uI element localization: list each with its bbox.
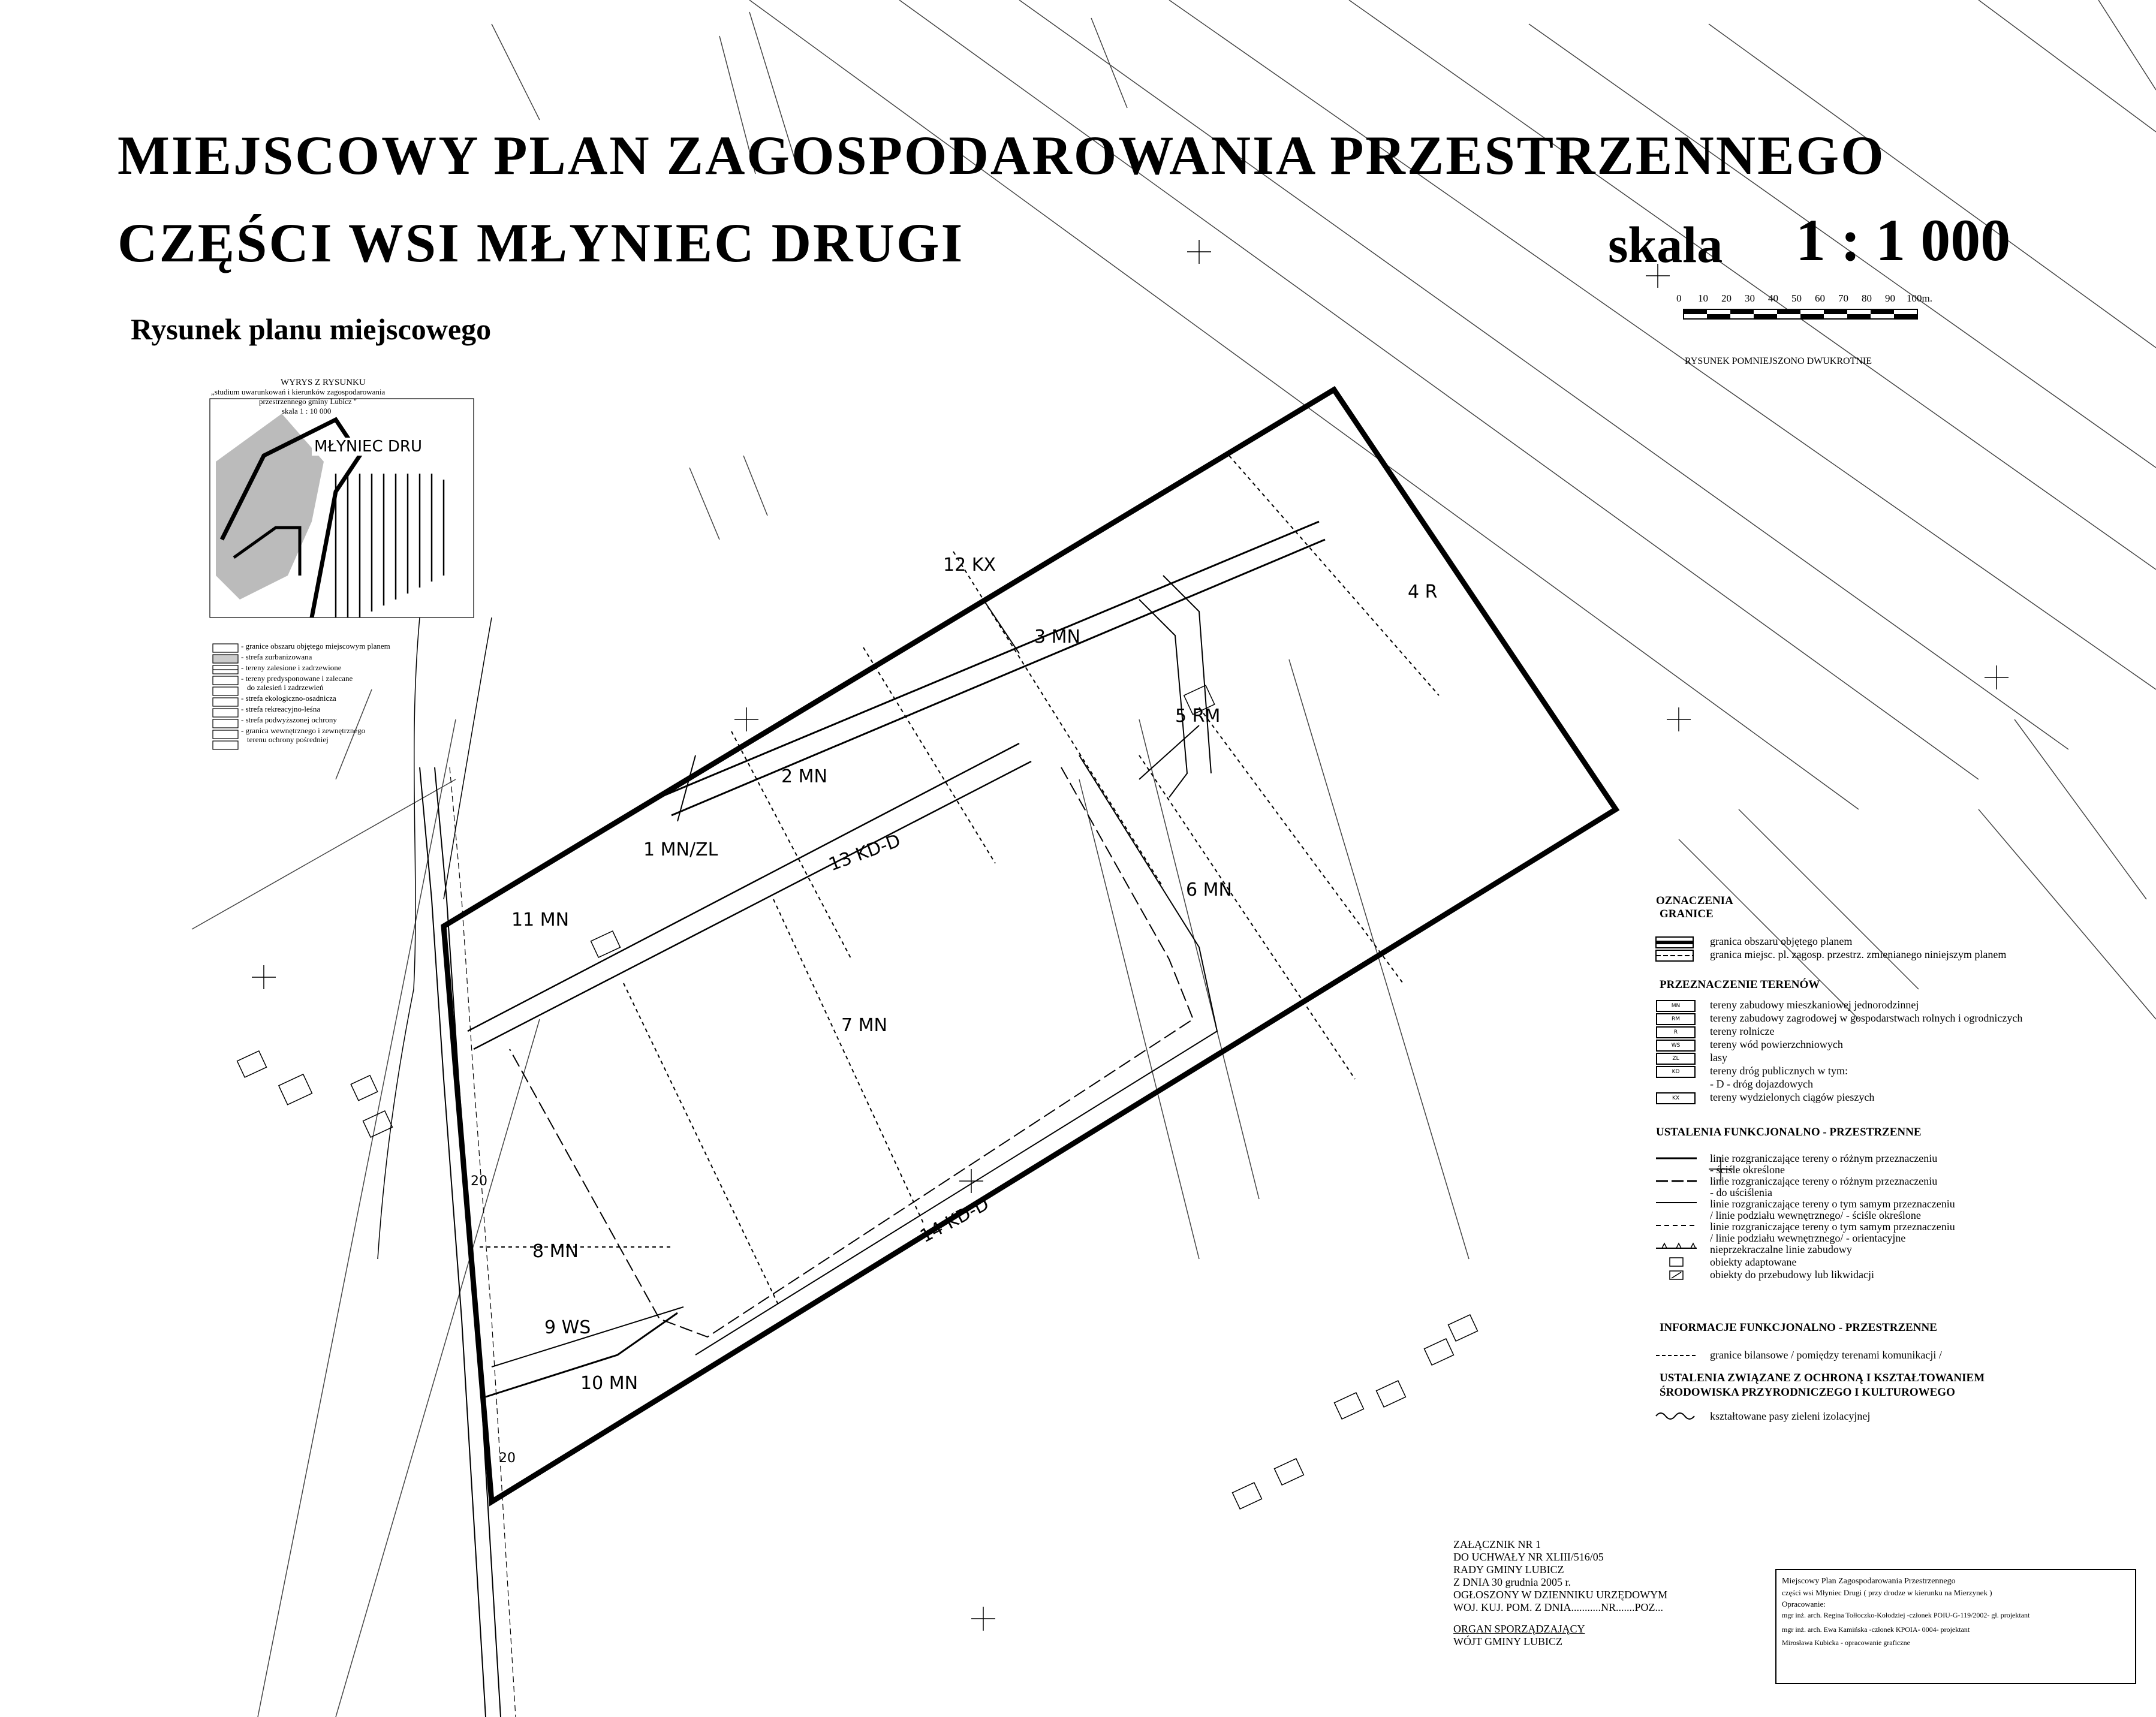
title-line-2: CZĘŚCI WSI MŁYNIEC DRUGI (118, 212, 965, 273)
zone-14kdd: 14 KD-D (917, 1193, 993, 1248)
inset-legend-item: - strefa zurbanizowana (241, 652, 312, 661)
legend-text: tereny zabudowy mieszkaniowej jednorodzinnej (1710, 999, 1919, 1011)
inset-legend-item: - strefa podwyższonej ochrony (241, 715, 337, 724)
legend-text: tereny wód powierzchniowych (1710, 1038, 1843, 1050)
legend-code-box: ZL (1656, 1053, 1696, 1065)
legend-text: linie rozgraniczające tereny o różnym przeznaczeniu (1710, 1175, 1938, 1187)
zone-4r: 4 R (1408, 582, 1438, 603)
legend-ochrona-heading-2: ŚRODOWISKA PRZYRODNICZEGO I KULTUROWEGO (1660, 1386, 1955, 1399)
legend-text: / linie podziału wewnętrznego/ - orientacyjne (1710, 1232, 1906, 1244)
attachment-line: OGŁOSZONY W DZIENNIKU URZĘDOWYM (1453, 1589, 1668, 1601)
legend-text: nieprzekraczalne linie zabudowy (1710, 1243, 1852, 1255)
title-block-line: Opracowanie: (1782, 1599, 1826, 1608)
legend-text: obiekty adaptowane (1710, 1256, 1797, 1268)
scale-tick: 90 (1885, 293, 1895, 304)
zone-3mn: 3 MN (1034, 626, 1080, 647)
title-block (1782, 1577, 2133, 1650)
legend-row (1656, 1000, 2124, 1013)
attachment-line: WOJ. KUJ. POM. Z DNIA...........NR.......POZ... (1453, 1601, 1664, 1613)
legend-heading: OZNACZENIA (1656, 894, 1733, 907)
zone-12kx: 12 KX (943, 555, 996, 576)
legend-granice-item: granica obszaru objętego planem (1710, 935, 1853, 947)
legend-code-box: R (1656, 1026, 1696, 1038)
legend-text: obiekty do przebudowy lub likwidacji (1710, 1269, 1874, 1281)
legend-przeznaczenie (1656, 1000, 2124, 1105)
legend-text: - ściśle określone (1710, 1164, 1785, 1176)
organ-heading: ORGAN SPORZĄDZAJĄCY (1453, 1623, 1585, 1635)
scale-tick: 100m. (1907, 293, 1932, 304)
legend-text: tereny dróg publicznych w tym: (1710, 1065, 1848, 1077)
inset-map (210, 399, 492, 1259)
inset-title-1: WYRYS Z RYSUNKU (281, 378, 366, 387)
legend-text: kształtowane pasy zieleni izolacyjnej (1710, 1410, 1871, 1422)
inset-legend-item: - tereny zalesione i zadrzewione (241, 663, 342, 672)
attachment-line: Z DNIA 30 grudnia 2005 r. (1453, 1576, 1571, 1588)
scale-tick: 10 (1698, 293, 1708, 304)
title-block-line: Mirosława Kubicka - opracowanie graficzne (1782, 1638, 1910, 1647)
legend-granice-heading: GRANICE (1660, 908, 1714, 920)
legend-code-box: KD (1656, 1066, 1696, 1078)
inset-legend-symbols (213, 644, 238, 749)
legend-text: linie rozgraniczające tereny o tym samym przeznaczeniu (1710, 1221, 1955, 1233)
scale-tick: 30 (1745, 293, 1755, 304)
legend-row (1656, 1066, 2124, 1079)
title-block-line: Miejscowy Plan Zagospodarowania Przestrzennego (1782, 1577, 1956, 1586)
attachment-line: DO UCHWAŁY NR XLIII/516/05 (1453, 1551, 1604, 1563)
inset-legend-item: - granice obszaru objętego miejscowym planem (241, 641, 390, 650)
zone-13kdd: 13 KD-D (826, 830, 904, 876)
zone-1mnzl: 1 MN/ZL (643, 839, 718, 860)
scale-tick: 60 (1815, 293, 1825, 304)
legend-text: tereny rolnicze (1710, 1025, 1775, 1037)
scale-tick: 20 (1721, 293, 1732, 304)
legend-ustalenia (1710, 1152, 2130, 1281)
buffer-width-label: 20 (499, 1451, 516, 1466)
attachment-line: ZAŁĄCZNIK NR 1 (1453, 1538, 1541, 1550)
inset-place-label: MŁYNIEC DRU (312, 438, 424, 456)
legend-code-box: RM (1656, 1013, 1696, 1025)
inset-legend (241, 641, 493, 746)
legend-text: - D - dróg dojazdowych (1710, 1078, 1813, 1090)
zone-8mn: 8 MN (532, 1241, 579, 1262)
scale-bar (1684, 309, 1917, 319)
inset-legend-item: - strefa rekreacyjno-leśna (241, 704, 321, 713)
zone-9ws: 9 WS (544, 1317, 591, 1338)
legend-row (1656, 1026, 2124, 1040)
zone-2mn: 2 MN (781, 766, 827, 787)
legend-ochrona-heading-1: USTALENIA ZWIĄZANE Z OCHRONĄ I KSZTAŁTOWANIEM (1660, 1372, 1985, 1384)
zone-7mn: 7 MN (841, 1015, 887, 1036)
buffer-width-label: 20 (471, 1174, 487, 1189)
attachment-line: RADY GMINY LUBICZ (1453, 1564, 1564, 1576)
inset-legend-item: - tereny predysponowane i zalecane (241, 674, 353, 683)
subtitle: Rysunek planu miejscowego (131, 312, 492, 346)
inset-title-3: przestrzennego gminy Lubicz " (259, 397, 357, 406)
inset-title-2: „studium uwarunkowań i kierunków zagospodarowania (211, 387, 386, 396)
legend-informacje-heading: INFORMACJE FUNKCJONALNO - PRZESTRZENNE (1660, 1321, 1937, 1334)
legend-przeznaczenie-heading: PRZEZNACZENIE TERENÓW (1660, 978, 1820, 991)
legend-row (1656, 1079, 2124, 1092)
reduction-note: RYSUNEK POMNIEJSZONO DWUKROTNIE (1685, 356, 1872, 366)
scale-value: 1 : 1 000 (1796, 207, 2011, 273)
legend-text: linie rozgraniczające tereny o tym samym przeznaczeniu (1710, 1198, 1955, 1210)
scale-tick: 80 (1862, 293, 1872, 304)
scale-ticks (1676, 293, 1940, 307)
title-block-line: mgr inż. arch. Regina Tołłoczko-Kołodziej -członek POIU-G-119/2002- gł. projektant (1782, 1611, 2030, 1619)
legend-code-box: KX (1656, 1092, 1696, 1104)
zone-5rm: 5 RM (1175, 706, 1221, 727)
legend-row (1656, 1013, 2124, 1026)
scale-word: skala (1608, 216, 1723, 273)
title-block-line: części wsi Młyniec Drugi ( przy drodze w kierunku na Mierzynek ) (1782, 1588, 1992, 1597)
legend-row (1656, 1053, 2124, 1066)
legend-row (1656, 1040, 2124, 1053)
legend-text: lasy (1710, 1052, 1727, 1064)
zone-6mn: 6 MN (1186, 879, 1232, 900)
title-line-1: MIEJSCOWY PLAN ZAGOSPODAROWANIA PRZESTRZENNEGO (118, 125, 1886, 186)
legend-code-box: WS (1656, 1040, 1696, 1052)
inset-legend-item: - granica wewnętrznego i zewnętrznego (241, 726, 366, 735)
scale-tick: 50 (1791, 293, 1802, 304)
legend-text: tereny wydzielonych ciągów pieszych (1710, 1091, 1875, 1103)
legend-text: - do uściślenia (1710, 1186, 1772, 1198)
legend-text: / linie podziału wewnętrznego/ - ściśle określone (1710, 1209, 1921, 1221)
legend-text: tereny zabudowy zagrodowej w gospodarstwach rolnych i ogrodniczych (1710, 1012, 2023, 1024)
scale-tick: 0 (1676, 293, 1682, 304)
scale-tick: 70 (1838, 293, 1848, 304)
legend-row (1656, 1092, 2124, 1105)
organ-name: WÓJT GMINY LUBICZ (1453, 1635, 1562, 1647)
title-block-line: mgr inż. arch. Ewa Kamińska -członek KPOIA- 0004- projektant (1782, 1625, 1970, 1634)
legend-text: linie rozgraniczające tereny o różnym przeznaczeniu (1710, 1152, 1938, 1164)
inset-legend-item: - strefa ekologiczno-osadnicza (241, 694, 336, 703)
legend-granice-item: granica miejsc. pl. zagosp. przestrz. zmienianego niniejszym planem (1710, 948, 2007, 960)
attachment-note (1453, 1538, 1765, 1648)
inset-title-4: skala 1 : 10 000 (282, 406, 332, 415)
zone-11mn: 11 MN (511, 909, 570, 930)
zone-10mn: 10 MN (580, 1373, 639, 1394)
legend-code-box: MN (1656, 1000, 1696, 1012)
legend-ustalenia-heading: USTALENIA FUNKCJONALNO - PRZESTRZENNE (1656, 1126, 1922, 1138)
inset-legend-item: terenu ochrony pośredniej (247, 735, 329, 744)
legend-text: granice bilansowe / pomiędzy terenami komunikacji / (1710, 1349, 1942, 1361)
scale-tick: 40 (1768, 293, 1778, 304)
inset-legend-item: do zalesień i zadrzewień (247, 683, 324, 692)
zone-lines (468, 456, 1439, 1397)
